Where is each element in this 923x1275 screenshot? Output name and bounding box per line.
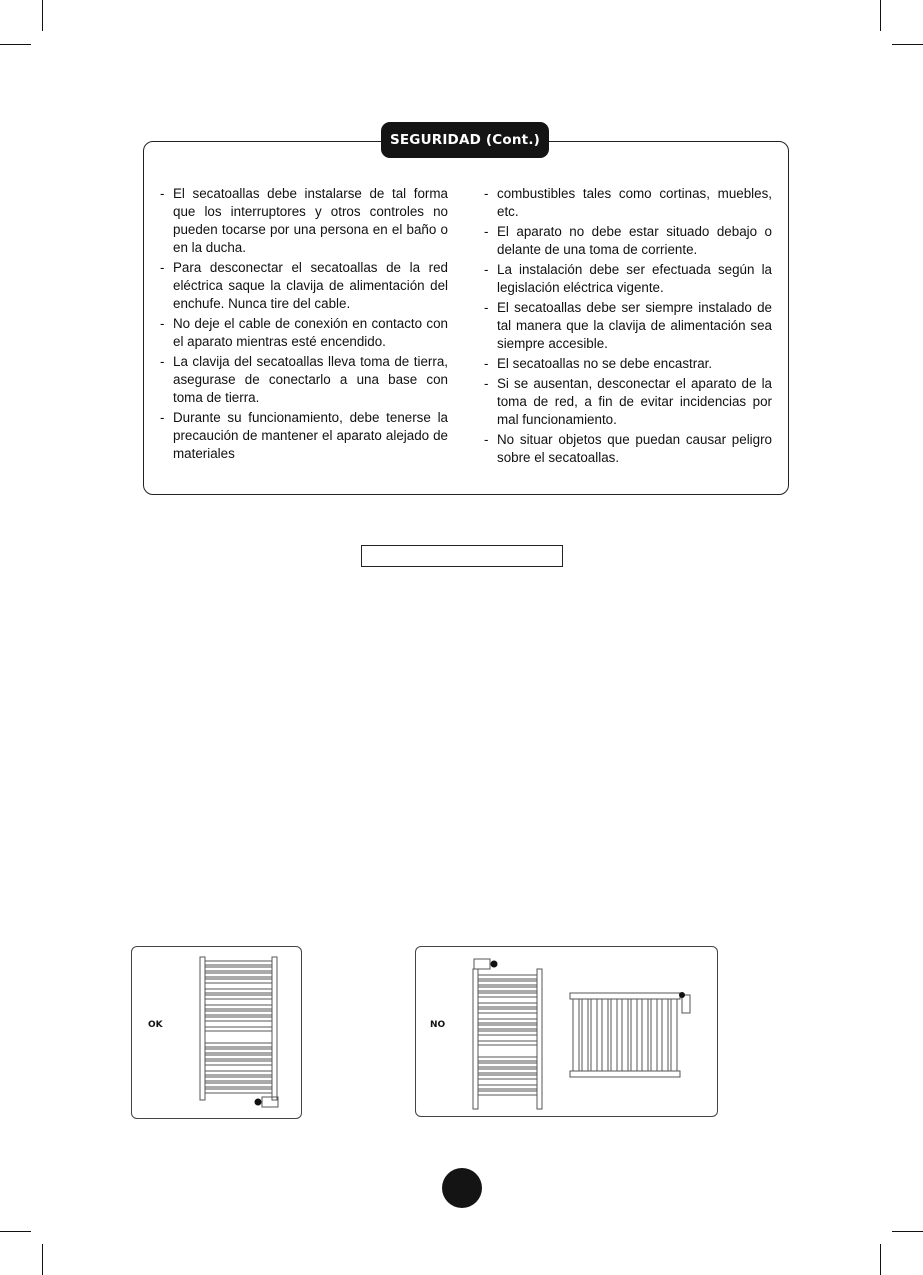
list-item: - La clavija del secatoallas lleva toma de tierra, asegurase de conectarlo a una base con toma de tierra. bbox=[160, 354, 448, 405]
illustration-no bbox=[415, 946, 718, 1117]
section-title: SEGURIDAD (Cont.) bbox=[381, 122, 549, 158]
towel-rail-no-drawing bbox=[416, 947, 719, 1118]
crop-mark bbox=[880, 0, 881, 31]
page-number-dot bbox=[442, 1168, 482, 1208]
right-column bbox=[484, 185, 772, 469]
list-item: - No deje el cable de conexión en contacto con el aparato mientras esté encendido. bbox=[160, 316, 448, 349]
crop-mark bbox=[0, 44, 31, 45]
left-column bbox=[160, 185, 448, 465]
list-item: - El secatoallas no se debe encastrar. bbox=[484, 356, 713, 371]
list-item: - Si se ausentan, desconectar el aparato de la toma de red, a fin de evitar incidencias por mal funcionamiento. bbox=[484, 376, 772, 427]
list-item: - Para desconectar el secatoallas de la red eléctrica saque la clavija de alimentación del enchufe. Nunca tire del cable. bbox=[160, 260, 448, 311]
no-label: NO bbox=[430, 1020, 446, 1030]
list-item: - La instalación debe ser efectuada según la legislación eléctrica vigente. bbox=[484, 262, 772, 295]
crop-mark bbox=[42, 1244, 43, 1275]
list-item-continuation: - combustibles tales como cortinas, muebles, etc. bbox=[484, 186, 772, 219]
illustration-ok bbox=[131, 946, 302, 1119]
crop-mark bbox=[892, 44, 923, 45]
list-item: - El secatoallas debe instalarse de tal forma que los interruptores y otros controles no pueden tocarse por una persona en el baño o en la ducha. bbox=[160, 186, 448, 255]
safety-panel bbox=[143, 141, 789, 495]
list-item: - El aparato no debe estar situado debajo o delante de una toma de corriente. bbox=[484, 224, 772, 257]
list-item: - No situar objetos que puedan causar peligro sobre el secatoallas. bbox=[484, 432, 772, 465]
ok-label: OK bbox=[148, 1020, 163, 1030]
crop-mark bbox=[42, 0, 43, 31]
crop-mark bbox=[892, 1231, 923, 1232]
list-item: - El secatoallas debe ser siempre instalado de tal manera que la clavija de alimentación sea siempre accesible. bbox=[484, 300, 772, 351]
empty-heading-box bbox=[361, 545, 563, 567]
crop-mark bbox=[880, 1244, 881, 1275]
crop-mark bbox=[0, 1231, 31, 1232]
list-item: - Durante su funcionamiento, debe tenerse la precaución de mantener el aparato alejado de materiales bbox=[160, 410, 448, 461]
towel-rail-ok-drawing bbox=[132, 947, 303, 1120]
